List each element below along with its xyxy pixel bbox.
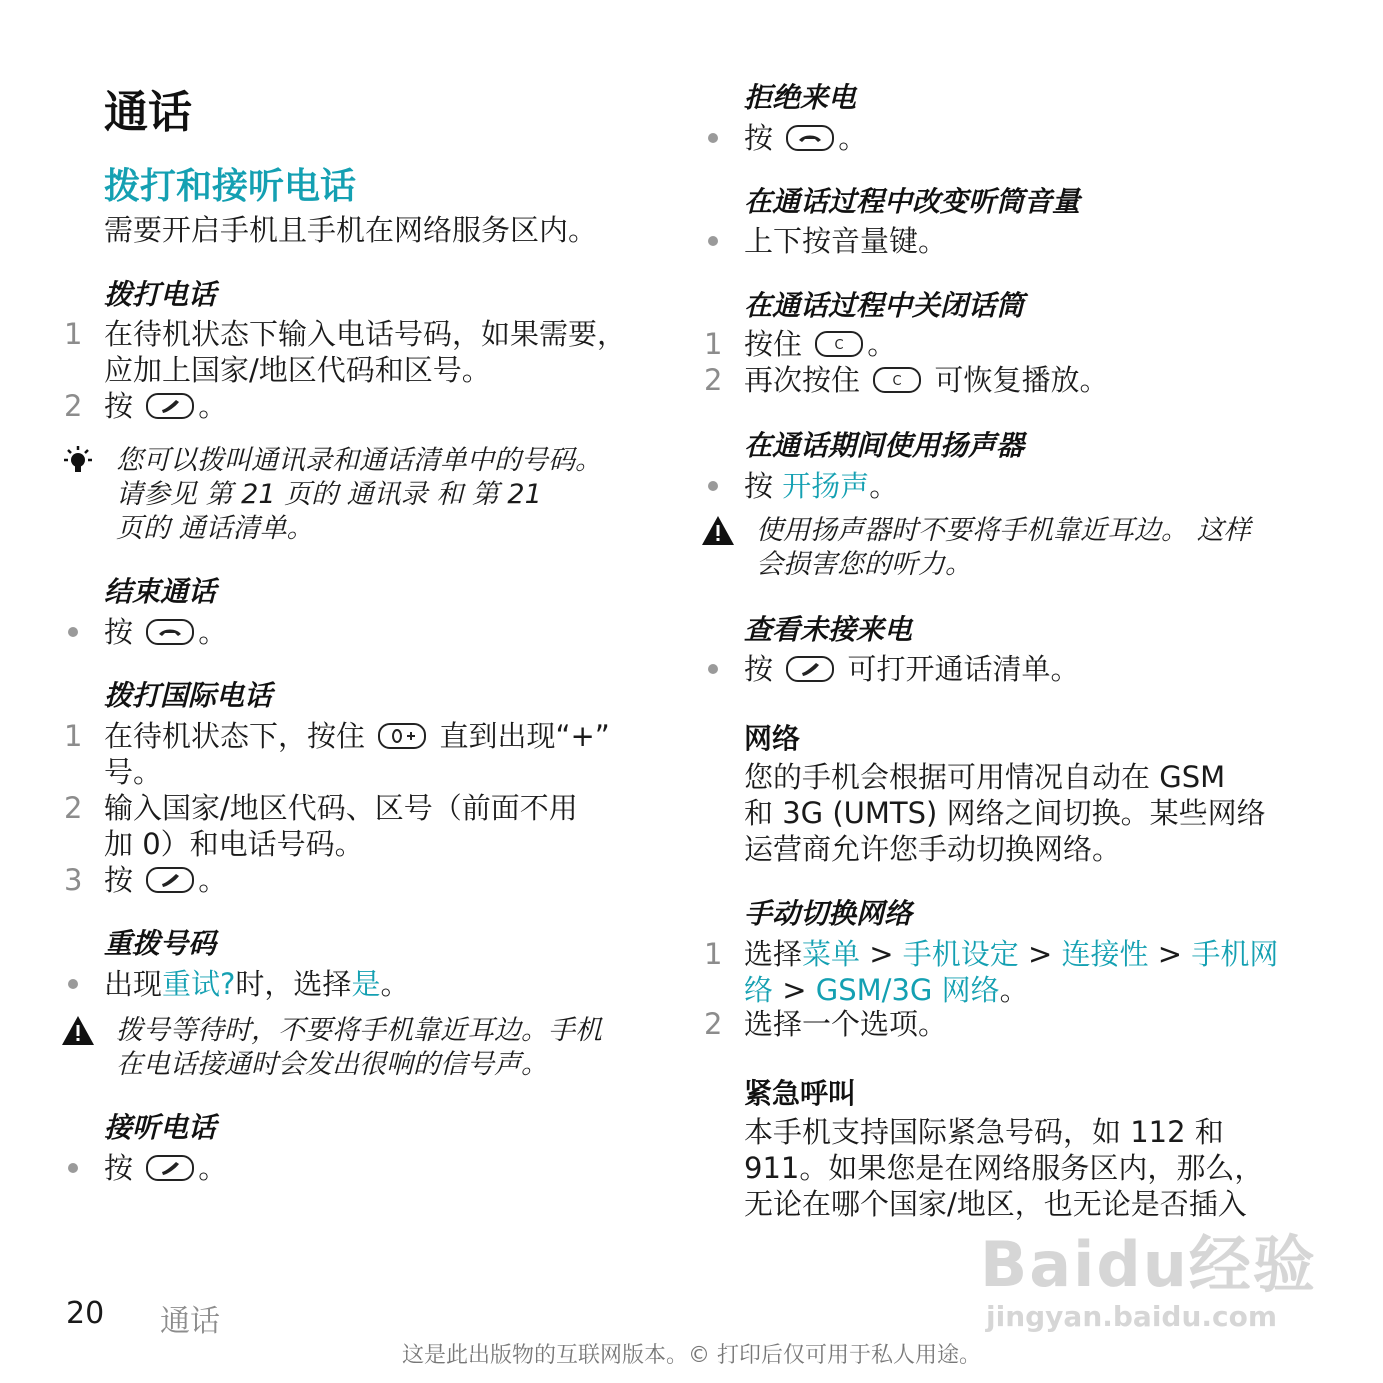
- step-number: 1: [704, 937, 723, 971]
- warning-line-1: 拨号等待时，不要将手机靠近耳边。手机: [116, 1015, 602, 1046]
- bullet-icon: [708, 133, 718, 143]
- speaker-heading: 在通话期间使用扬声器: [744, 429, 1025, 462]
- manual-network-heading: 手动切换网络: [744, 897, 913, 930]
- yes-option-link[interactable]: 是: [351, 967, 381, 1001]
- step-text: 按: [104, 389, 134, 423]
- network-line-1: 您的手机会根据可用情况自动在 GSM: [744, 760, 1226, 794]
- emergency-heading: 紧急呼叫: [744, 1077, 857, 1110]
- zero-plus-key-icon: [378, 723, 426, 749]
- item-text: 按: [744, 469, 774, 503]
- baidu-watermark: [980, 1215, 1317, 1333]
- reject-item: [744, 120, 867, 156]
- footer-section-title: 通话: [160, 1304, 220, 1339]
- item-text-end: 。: [869, 469, 899, 503]
- intl-step-2-line2: 加 0）和电话号码。: [104, 827, 364, 861]
- item-text: 上下按音量键。: [744, 224, 948, 258]
- separator: >: [1018, 937, 1062, 971]
- bullet-icon: [708, 481, 718, 491]
- emergency-text: [744, 1114, 1263, 1222]
- separator: >: [1148, 937, 1192, 971]
- step-number: 1: [704, 327, 723, 361]
- step-text: 在待机状态下，按住: [104, 719, 366, 753]
- call-key-icon: [146, 393, 194, 419]
- dial-step-1: [64, 316, 627, 388]
- mute-heading: 在通话过程中关闭话筒: [744, 289, 1025, 322]
- svg-text:C: C: [834, 338, 844, 353]
- step-number: 2: [704, 1007, 723, 1041]
- item-text-end: 。: [198, 615, 228, 649]
- item-text: 按: [104, 615, 134, 649]
- redial-item: [104, 966, 409, 1002]
- bullet-icon: [708, 664, 718, 674]
- intl-call-heading: 拨打国际电话: [104, 679, 273, 712]
- watermark-url: jingyan.baidu.com: [986, 1300, 1278, 1333]
- emergency-line-2: 911。如果您是在网络服务区内，那么，: [744, 1151, 1264, 1185]
- item-text: 按: [744, 652, 774, 686]
- step-text-end: 直到出现“+”: [439, 719, 610, 753]
- warning-line-2: 在电话接通时会发出很响的信号声。: [116, 1049, 548, 1080]
- answer-item: [104, 1150, 227, 1186]
- bullet-icon: [68, 1163, 78, 1173]
- mute-step-1: [704, 326, 897, 362]
- lightbulb-tip-icon: [60, 444, 96, 489]
- bullet-icon: [68, 979, 78, 989]
- warning-note: [116, 1014, 602, 1082]
- redial-heading: 重拨号码: [104, 927, 217, 960]
- item-text-end: 。: [380, 967, 410, 1001]
- bullet-icon: [708, 236, 718, 246]
- retry-option-link[interactable]: 重试?: [162, 967, 236, 1001]
- end-key-icon: [786, 125, 834, 151]
- phone-network-link[interactable]: 手机网: [1191, 937, 1279, 971]
- step-text: 再次按住: [744, 363, 861, 397]
- step-number: 1: [64, 719, 83, 753]
- step-number: 1: [64, 317, 83, 351]
- dial-step-1-line2: 应加上国家/地区代码和区号。: [104, 353, 491, 387]
- item-text-end: 。: [838, 121, 868, 155]
- page-title: 通话: [104, 87, 192, 138]
- manual-step-2: [704, 1006, 948, 1042]
- speaker-warning-line-1: 使用扬声器时不要将手机靠近耳边。 这样: [756, 515, 1251, 546]
- speaker-warning-line-2: 会损害您的听力。: [756, 549, 972, 580]
- item-text: 按: [104, 1151, 134, 1185]
- item-text: 出现: [104, 967, 163, 1001]
- reject-heading: 拒绝来电: [744, 81, 857, 114]
- copyright-notice: 这是此出版物的互联网版本。© 打印后仅可用于私人用途。: [402, 1343, 981, 1368]
- step-text-end: 。: [867, 327, 897, 361]
- intl-step-2: [64, 790, 578, 862]
- item-text-end: 。: [198, 1151, 228, 1185]
- emergency-line-3: 无论在哪个国家/地区，也无论是否插入: [744, 1187, 1247, 1221]
- step-number: 3: [64, 863, 83, 897]
- tip-note: [116, 444, 602, 546]
- step-text-end: 可恢复播放。: [934, 363, 1109, 397]
- speaker-warning-note: [756, 514, 1251, 582]
- manual-step-1: [704, 936, 1279, 1008]
- network-line-2: 和 3G (UMTS) 网络之间切换。某些网络: [744, 796, 1266, 830]
- step-text-end: 。: [198, 389, 228, 423]
- intl-step-1: [64, 718, 610, 790]
- watermark-brand: Baidu经验: [980, 1228, 1317, 1301]
- step-number: 2: [64, 389, 83, 423]
- missed-calls-item: [744, 651, 1079, 687]
- menu-link[interactable]: 菜单: [802, 937, 861, 971]
- connectivity-link[interactable]: 连接性: [1061, 937, 1149, 971]
- phone-network-link-cont[interactable]: 络: [744, 973, 774, 1007]
- step-text: 选择一个选项。: [744, 1007, 948, 1041]
- volume-heading: 在通话过程中改变听筒音量: [744, 185, 1081, 218]
- item-text: 按: [744, 121, 774, 155]
- separator: >: [773, 973, 816, 1007]
- missed-calls-heading: 查看未接来电: [744, 613, 913, 646]
- step-text: 按住: [744, 327, 803, 361]
- call-key-icon: [786, 656, 834, 682]
- volume-item: [744, 223, 947, 259]
- step-text: 按: [104, 863, 134, 897]
- end-call-heading: 结束通话: [104, 575, 217, 608]
- mute-step-2: [704, 362, 1109, 398]
- end-key-icon: [146, 619, 194, 645]
- phone-settings-link[interactable]: 手机设定: [902, 937, 1019, 971]
- gsm-3g-network-link[interactable]: GSM/3G 网络: [815, 973, 1000, 1007]
- svg-text:C: C: [892, 374, 902, 389]
- dial-step-2: [64, 388, 228, 424]
- intl-step-3: [64, 862, 228, 898]
- item-text-mid: 时，选择: [235, 967, 352, 1001]
- step-text-end: 。: [999, 973, 1029, 1007]
- item-text-end: 可打开通话清单。: [847, 652, 1080, 686]
- c-key-icon: [815, 331, 863, 357]
- page-number: 20: [66, 1296, 105, 1331]
- tip-line-1: 您可以拨叫通讯录和通话清单中的号码。: [116, 445, 602, 476]
- speaker-on-link[interactable]: 开扬声: [782, 469, 870, 503]
- step-number: 2: [64, 791, 83, 825]
- step-text-end: 。: [198, 863, 228, 897]
- network-text: [744, 759, 1266, 867]
- call-key-icon: [146, 1155, 194, 1181]
- speaker-item: [744, 468, 898, 504]
- warning-icon: [700, 514, 736, 557]
- intl-step-2-line1: 输入国家/地区代码、区号（前面不用: [104, 791, 578, 825]
- tip-line-2: 请参见 第 21 页的 通讯录 和 第 21: [116, 479, 542, 510]
- bullet-icon: [68, 627, 78, 637]
- emergency-line-1: 本手机支持国际紧急号码，如 112 和: [744, 1115, 1224, 1149]
- tip-line-3: 页的 通话清单。: [116, 513, 314, 544]
- answer-heading: 接听电话: [104, 1111, 217, 1144]
- call-key-icon: [146, 867, 194, 893]
- intro-text: 需要开启手机且手机在网络服务区内。: [104, 213, 598, 247]
- section-title: 拨打和接听电话: [104, 166, 357, 207]
- end-call-item: [104, 614, 227, 650]
- step-number: 2: [704, 363, 723, 397]
- step-text: 选择: [744, 937, 803, 971]
- network-heading: 网络: [744, 722, 801, 755]
- network-line-3: 运营商允许您手动切换网络。: [744, 832, 1122, 866]
- separator: >: [860, 937, 903, 971]
- intl-step-1-line2: 号。: [104, 755, 163, 789]
- dial-heading: 拨打电话: [104, 278, 217, 311]
- dial-step-1-line1: 在待机状态下输入电话号码，如果需要，: [104, 317, 627, 351]
- warning-icon: [60, 1014, 96, 1057]
- c-key-icon: [873, 367, 921, 393]
